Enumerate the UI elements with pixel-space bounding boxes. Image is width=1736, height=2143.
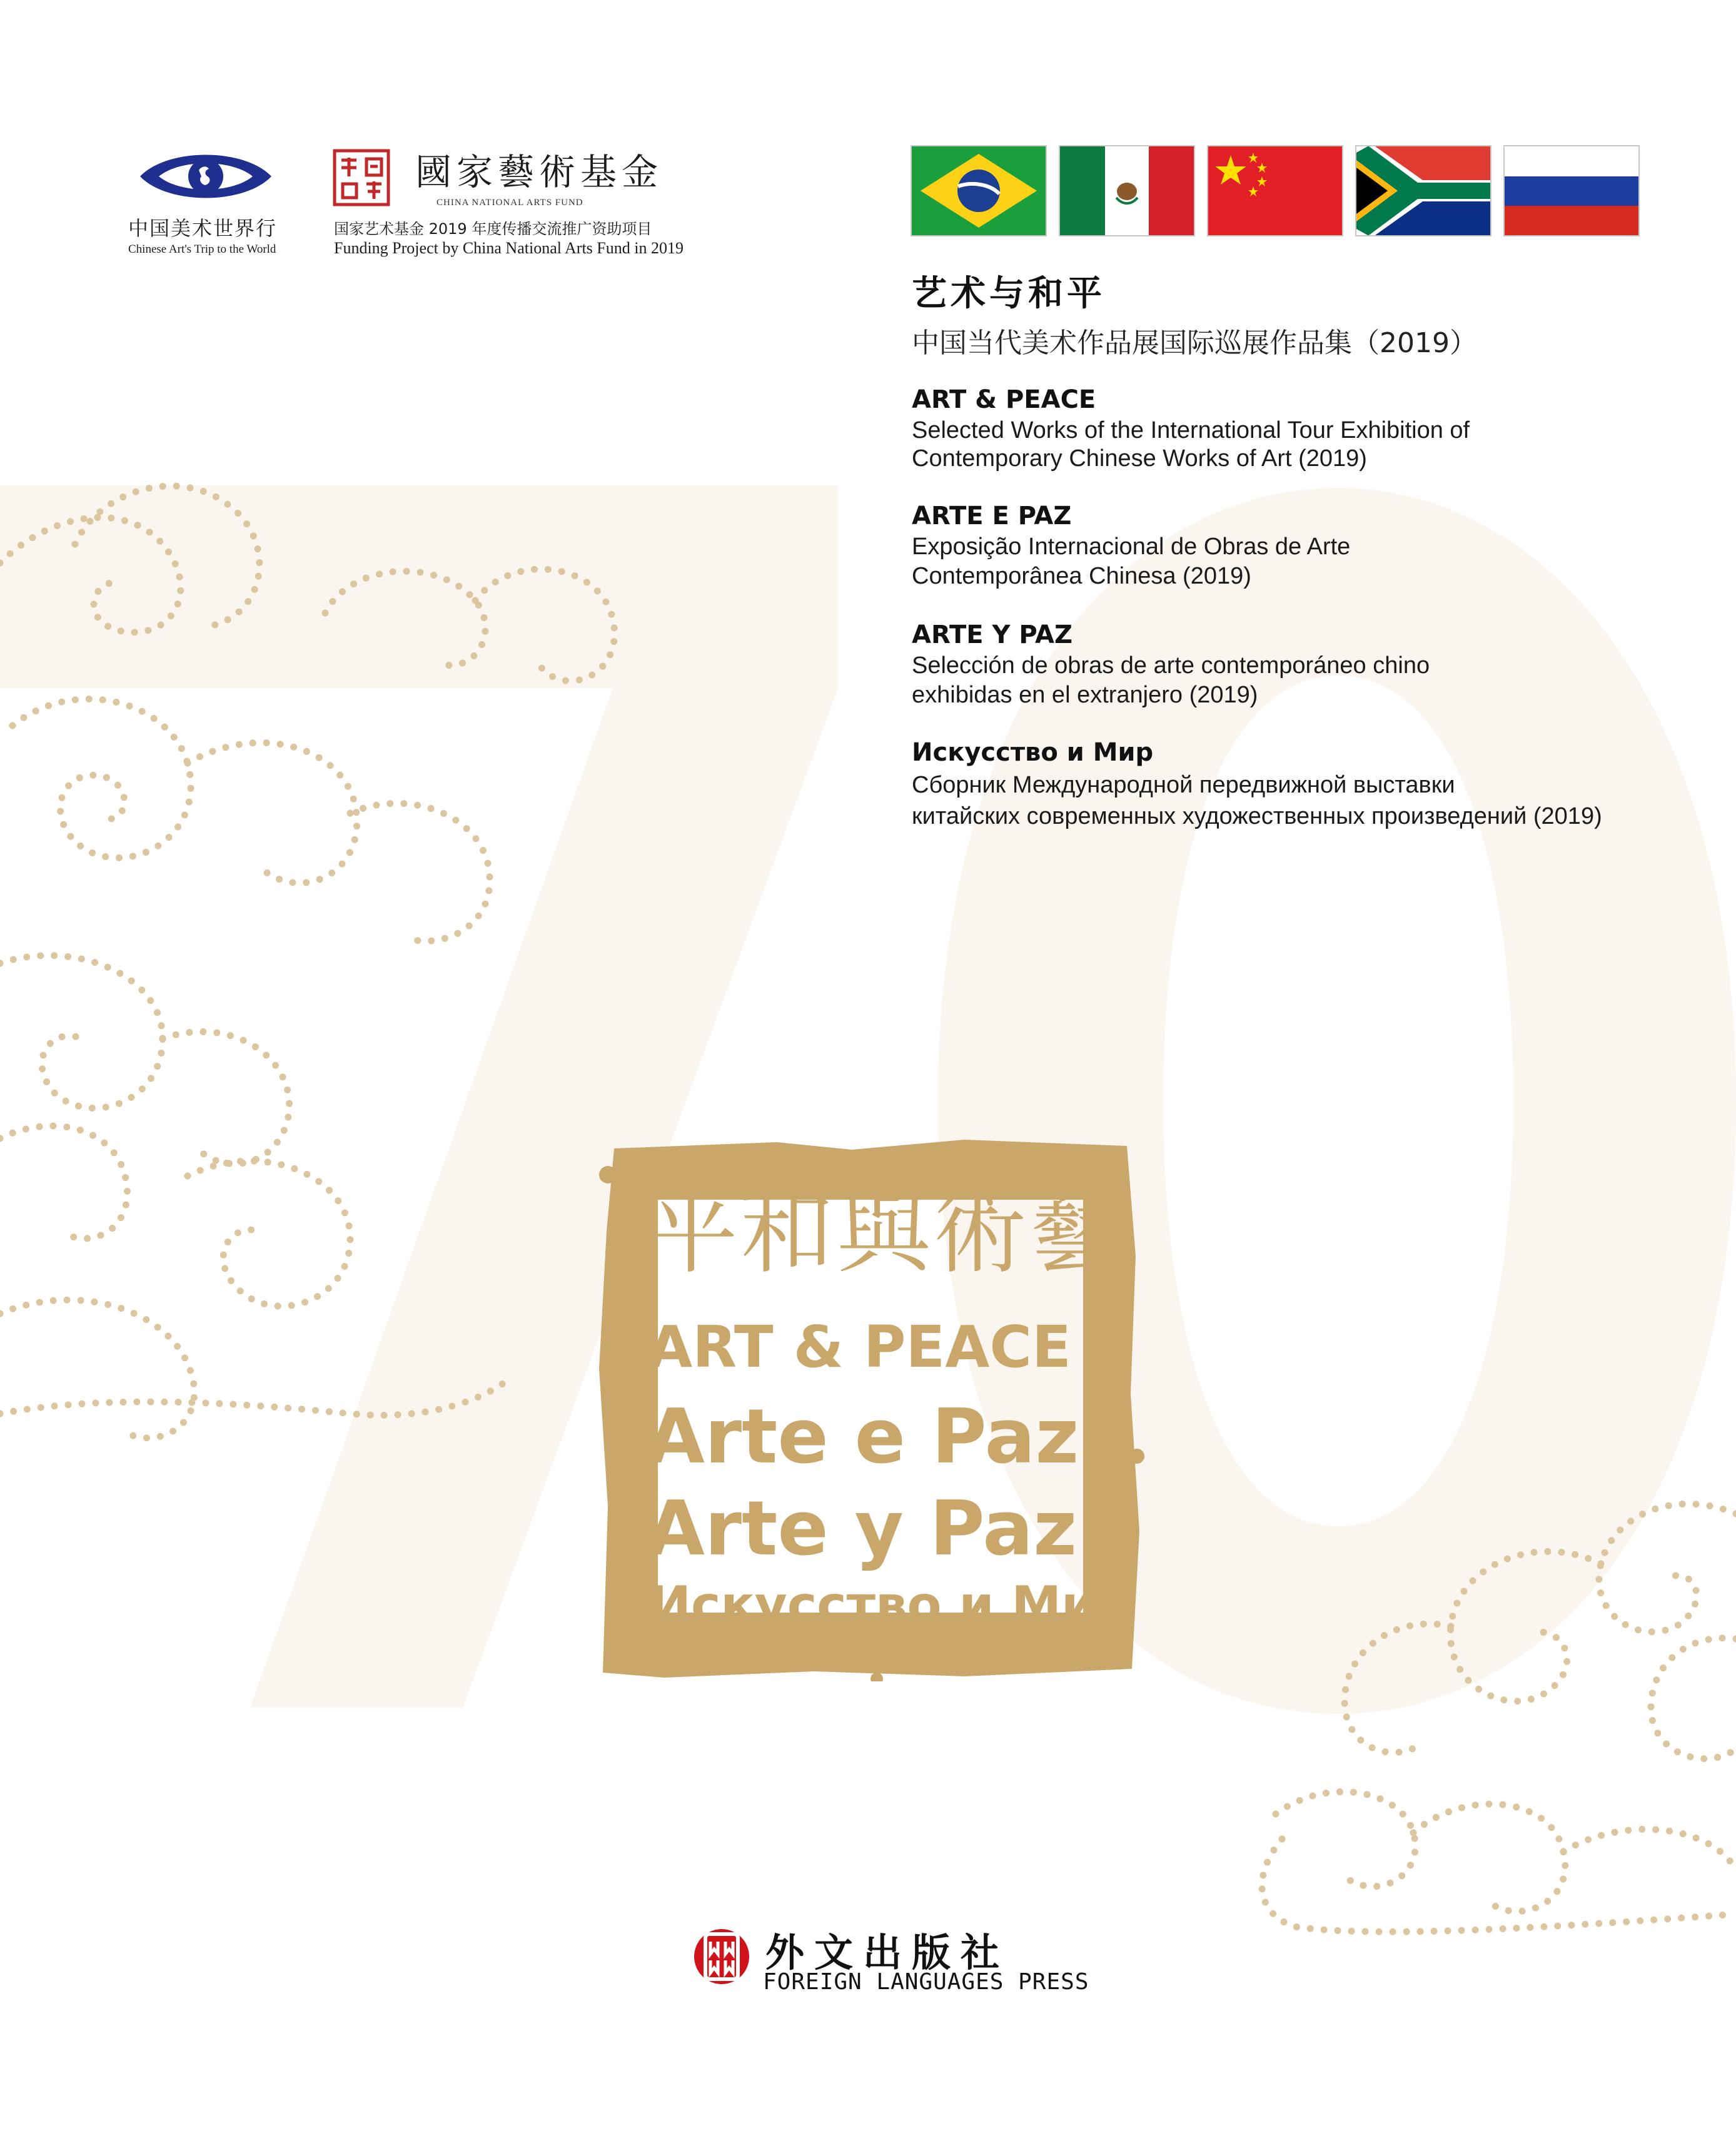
fund-name-en: CHINA NATIONAL ARTS FUND [437,198,583,208]
subtitle-es-line2: exhibidas en el extranjero (2019) [912,682,1258,708]
subtitle-ru-line1: Сборник Международной передвижной выставки [912,772,1455,798]
seal-text-ru: Искусство и Мир [649,1576,1133,1634]
mexico-flag [1059,145,1195,236]
fund-seal-icon [333,149,390,206]
south-africa-flag [1355,145,1491,236]
title-ru: Искусство и Мир [912,738,1154,767]
fund-project-cn: 国家艺术基金 2019 年度传播交流推广资助项目 [334,220,652,238]
subtitle-pt-line1: Exposição Internacional de Obras de Arte [912,534,1351,560]
title-es: ARTE Y PAZ [912,621,1072,649]
publisher-name-en: FOREIGN LANGUAGES PRESS [763,1969,1089,1995]
subtitle-en-line1: Selected Works of the International Tour Exhibition of [912,417,1470,443]
publisher-logo-icon [693,1919,750,1994]
title-pt: ARTE E PAZ [912,502,1072,530]
seal-text-pt: Arte e Paz [647,1394,1079,1481]
brazil-flag [911,145,1047,236]
subtitle-ru-line2: китайских современных художественных произведений (2019) [912,803,1602,829]
publisher-name-cn: 外文出版社 [765,1930,1010,1975]
fund-name-cn: 國家藝術基金 [415,151,664,193]
subtitle-es-line1: Selección de obras de arte contemporáneo chino [912,652,1430,679]
fund-project-en: Funding Project by China National Arts Fund in 2019 [334,239,684,257]
trip-logo-en: Chinese Art's Trip to the World [128,243,276,256]
china-flag [1207,145,1343,236]
russia-flag [1503,145,1640,236]
seal-text-es: Arte y Paz [647,1486,1077,1573]
eye-icon [136,145,275,208]
seal-text-cn: 平和與術藝 [644,1178,1126,1287]
title-cn-main: 艺术与和平 [912,273,1106,314]
trip-logo-cn: 中国美术世界行 [128,216,278,240]
subtitle-pt-line2: Contemporânea Chinesa (2019) [912,563,1251,589]
trip-logo [136,145,275,211]
title-cn-sub: 中国当代美术作品展国际巡展作品集（2019） [912,327,1477,359]
subtitle-en-line2: Contemporary Chinese Works of Art (2019) [912,445,1367,472]
title-en: ART & PEACE [912,385,1096,414]
seal-text-en: ART & PEACE [648,1314,1071,1381]
